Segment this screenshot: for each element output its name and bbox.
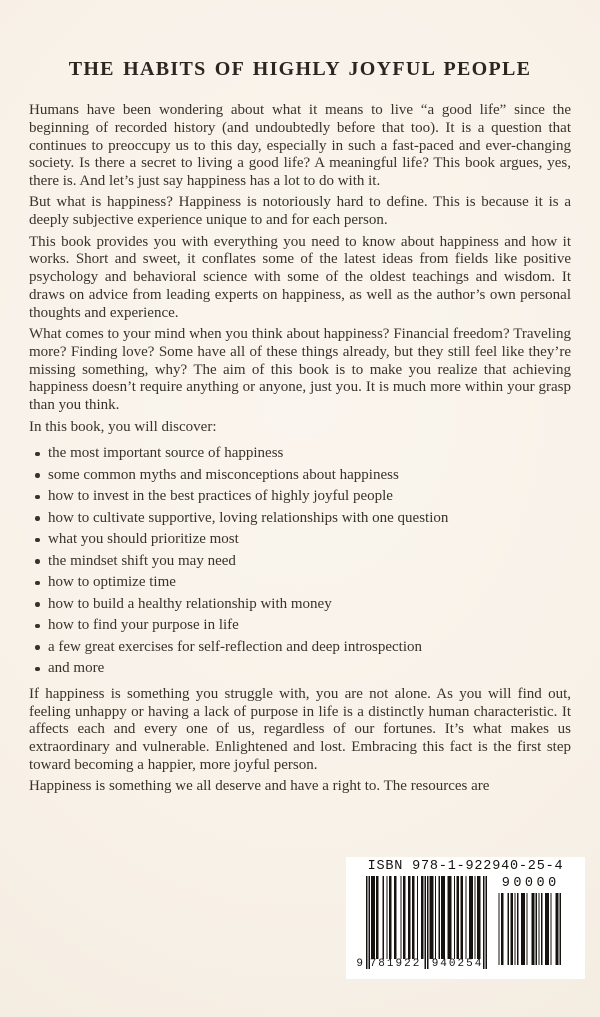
book-title: THE HABITS OF HIGHLY JOYFUL PEOPLE	[68, 58, 532, 80]
blurb-paragraph: Humans have been wondering about what it means to live “a good life” since the beginning of recorded history (and undoubtedly before that too). It is a question that continues to preoccupy us to this day, especially in such a fast-paced and ever-changing society. Is there a secret to living a good life? A meaningful life? This book argues, yes, there is. And let’s just say happiness has a lot to do with it.	[29, 102, 571, 190]
discover-item: how to optimize time	[35, 572, 571, 594]
discover-item: how to cultivate supportive, loving relationships with one question	[35, 508, 571, 530]
ean13-digit-group-right: 940254	[431, 958, 484, 970]
blurb-paragraph: What comes to your mind when you think about happiness? Financial freedom? Traveling more? Finding love? Some have all of these things already, but they still feel like they’re missing something, why? The aim of this book is to make you realize that achieving happiness doesn’t require anything or anyone, just you. It is much more within your grasp than you think.	[29, 326, 571, 414]
closing-paragraph: Happiness is something we all deserve and have a right to. The resources are	[29, 778, 490, 795]
blurb-paragraphs	[29, 102, 571, 436]
discover-item: what you should prioritize most	[35, 529, 571, 551]
closing-paragraph: If happiness is something you struggle with, you are not alone. As you will find out, feeling unhappy or having a lack of purpose in life is a distinctly human characteristic. It affects each and every one of us, regardless of our fortunes. It’s what makes us extraordinary and vulnerable. Enlightened and lost. Embracing this fact is the first step toward becoming a happier, more joyful person.	[29, 685, 571, 774]
book-back-cover	[0, 57, 600, 796]
ean13-bars-icon	[366, 876, 487, 969]
ean5-addon-barcode	[497, 877, 561, 966]
ean5-bars-icon	[497, 893, 561, 965]
discover-item: how to find your purpose in life	[35, 615, 571, 637]
discover-list	[29, 443, 571, 680]
discover-item: how to invest in the best practices of highly joyful people	[35, 486, 571, 508]
isbn-number: ISBN 978-1-922940-25-4	[367, 859, 564, 874]
addon-price-code: 90000	[501, 876, 560, 891]
closing-paragraphs	[29, 686, 571, 796]
isbn-barcode-panel	[346, 857, 585, 979]
ean13-digit-group-left: 781922	[369, 958, 422, 970]
blurb-paragraph: In this book, you will discover:	[29, 418, 217, 435]
blurb-paragraph: But what is happiness? Happiness is notoriously hard to define. This is because it is a deeply subjective experience unique to and for each person.	[29, 194, 571, 229]
blurb-paragraph: This book provides you with everything you need to know about happiness and how it works. Short and sweet, it conflates some of the latest ideas from fields like positive psychology and behavioral science with some of the oldest teachings and wisdom. It draws on advice from leading experts on happiness, as well as the author’s own personal thoughts and experience.	[29, 233, 571, 321]
discover-item: the most important source of happiness	[35, 443, 571, 465]
discover-item: a few great exercises for self-reflection and deep introspection	[35, 637, 571, 659]
discover-item: and more	[35, 658, 571, 680]
discover-item: the mindset shift you may need	[35, 551, 571, 573]
ean13-prefix-digit: 9	[356, 958, 363, 970]
ean13-barcode	[356, 876, 487, 970]
discover-item: how to build a healthy relationship with money	[35, 594, 571, 616]
discover-item: some common myths and misconceptions about happiness	[35, 465, 571, 487]
